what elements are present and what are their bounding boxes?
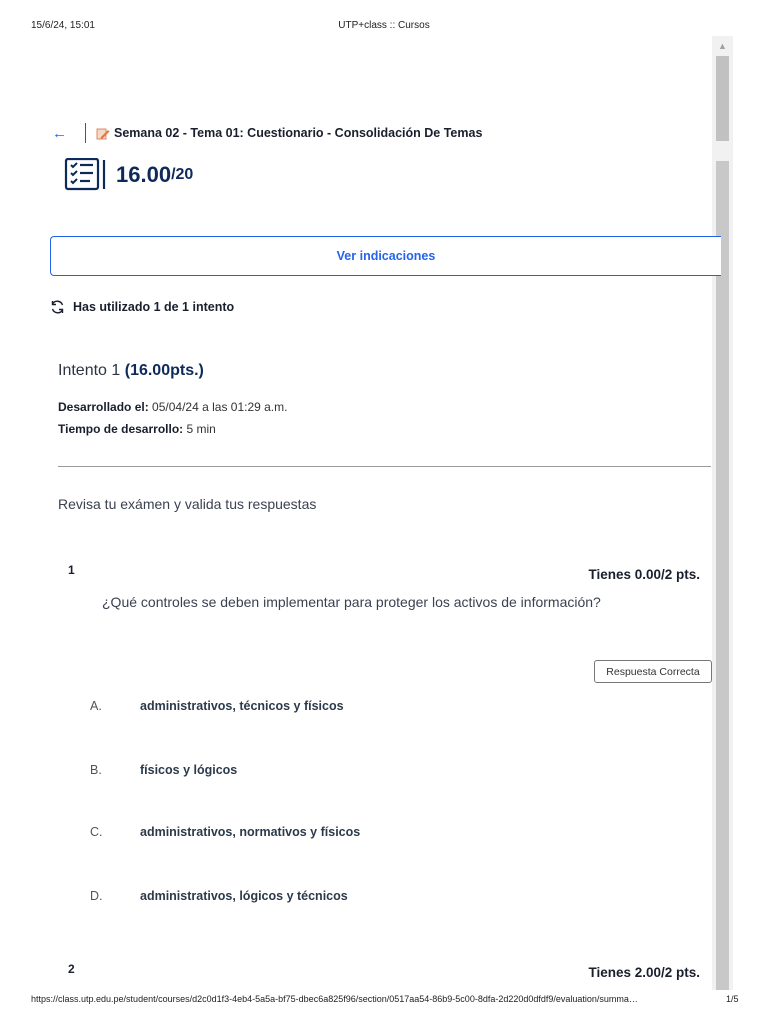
- option-letter: C.: [90, 825, 103, 839]
- developed-value: 05/04/24 a las 01:29 a.m.: [152, 400, 288, 414]
- back-arrow-icon[interactable]: ←: [52, 124, 67, 142]
- print-datetime: 15/6/24, 15:01: [31, 20, 95, 31]
- intento-points: (16.00pts.): [124, 362, 204, 379]
- option-text: administrativos, normativos y físicos: [140, 825, 361, 839]
- option-text: administrativos, lógicos y técnicos: [140, 889, 348, 903]
- time-label: Tiempo de desarrollo:: [58, 422, 184, 436]
- score-value: 16.00: [116, 162, 172, 187]
- development-time: [58, 422, 216, 436]
- intento-title: Intento 1: [58, 362, 121, 379]
- section-divider: [58, 466, 711, 467]
- option-letter: A.: [90, 699, 102, 713]
- answer-option[interactable]: [90, 889, 348, 903]
- answer-option[interactable]: [90, 763, 237, 777]
- question-text: ¿Qué controles se deben implementar para proteger los activos de información?: [102, 594, 601, 610]
- page-header: [52, 122, 482, 144]
- option-text: administrativos, técnicos y físicos: [140, 699, 344, 713]
- refresh-icon: [50, 300, 65, 314]
- attempts-text: Has utilizado 1 de 1 intento: [73, 300, 235, 314]
- intento-heading: [58, 362, 204, 380]
- time-value: 5 min: [186, 422, 216, 436]
- scroll-up-arrow-icon[interactable]: ▲: [718, 41, 727, 51]
- scroll-thumb[interactable]: [716, 56, 729, 141]
- option-letter: D.: [90, 889, 103, 903]
- print-page-number: 1/5: [726, 994, 739, 1004]
- question-score: Tienes 2.00/2 pts.: [588, 965, 700, 980]
- question-number: 1: [68, 563, 75, 577]
- score-total: /20: [171, 166, 194, 183]
- checklist-icon: [64, 158, 110, 192]
- scrollbar[interactable]: [712, 36, 733, 990]
- quiz-pencil-icon: [96, 127, 110, 140]
- header-divider: [85, 123, 86, 143]
- page-title: Semana 02 - Tema 01: Cuestionario - Consolidación De Temas: [114, 126, 483, 140]
- answer-option[interactable]: [90, 825, 360, 839]
- scroll-track[interactable]: [716, 161, 729, 990]
- print-url: https://class.utp.edu.pe/student/courses/d2c0d1f3-4eb4-5a5a-bf75-dbec6a825f96/section/0517aa54-86b9-5c00-8dfa-2d220d0dfdf9/evaluation/summa…: [31, 994, 638, 1004]
- ver-indicaciones-button[interactable]: Ver indicaciones: [50, 236, 721, 276]
- option-letter: B.: [90, 763, 102, 777]
- developed-label: Desarrollado el:: [58, 400, 149, 414]
- review-instructions: Revisa tu exámen y valida tus respuestas: [58, 496, 317, 512]
- developed-date: [58, 400, 287, 414]
- question-score: Tienes 0.00/2 pts.: [588, 567, 700, 582]
- correct-answer-button[interactable]: Respuesta Correcta: [594, 660, 712, 683]
- question-number: 2: [68, 962, 75, 976]
- answer-option[interactable]: [90, 699, 344, 713]
- print-title: UTP+class :: Cursos: [338, 20, 430, 31]
- option-text: físicos y lógicos: [140, 763, 238, 777]
- attempts-info: [50, 300, 234, 314]
- score-display: [64, 158, 193, 192]
